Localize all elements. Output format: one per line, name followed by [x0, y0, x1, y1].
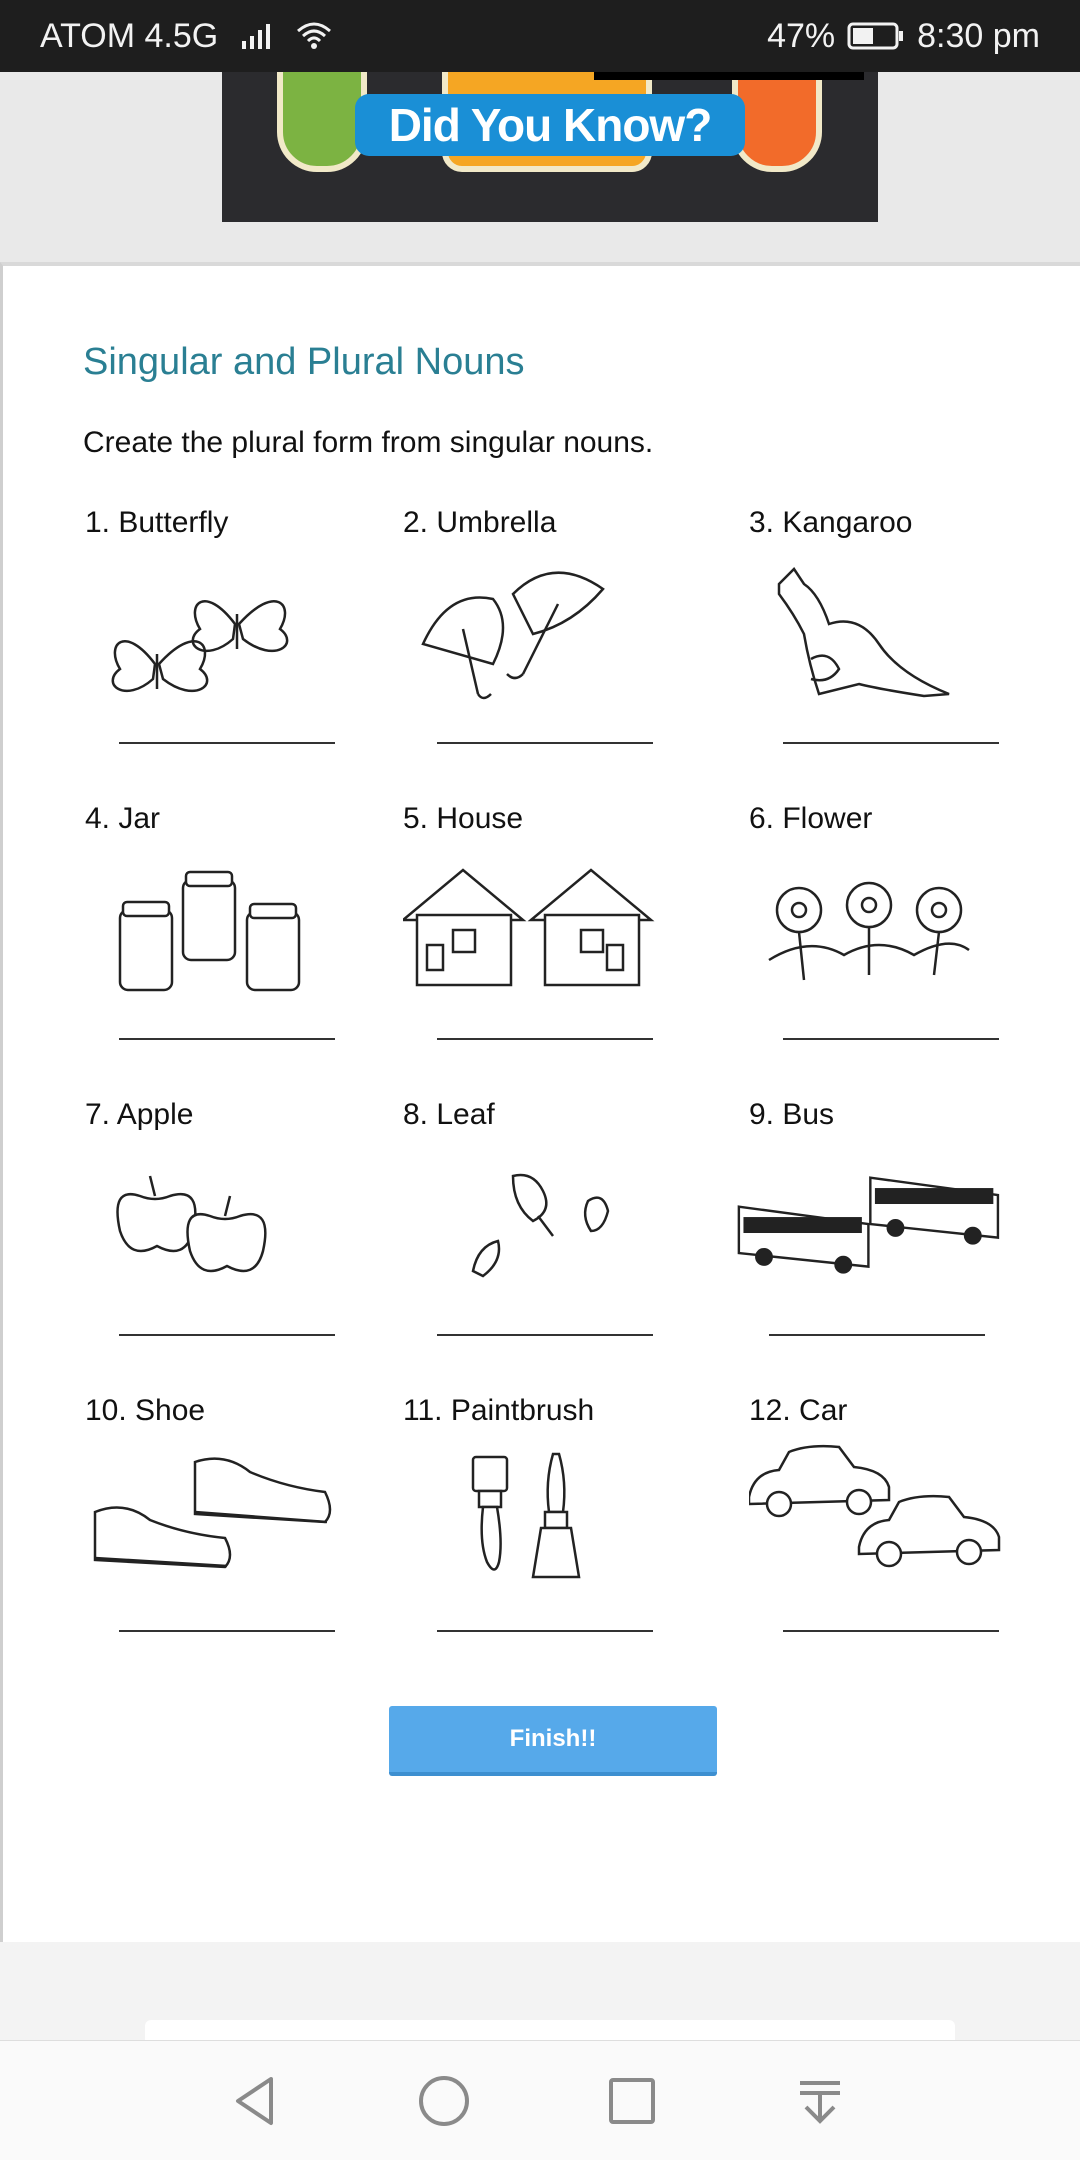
battery-percent: 47% — [767, 16, 836, 55]
ad-strip — [594, 72, 864, 80]
answer-line[interactable] — [783, 1630, 999, 1632]
bottom-area — [0, 1942, 1080, 2040]
bus-icon — [735, 1146, 1025, 1306]
notification-shade-icon[interactable] — [790, 2071, 850, 2131]
signal-icon — [240, 21, 274, 51]
answer-line[interactable] — [783, 742, 999, 744]
answer-line[interactable] — [119, 1038, 335, 1040]
house-icon — [403, 850, 703, 1010]
exercise-item — [749, 1394, 1049, 1694]
bottom-strip — [145, 2020, 955, 2040]
item-label: 6. Flower — [749, 802, 873, 835]
item-label: 2. Umbrella — [403, 506, 557, 539]
home-icon[interactable] — [414, 2071, 474, 2131]
item-label: 5. House — [403, 802, 524, 835]
ad-graphic-red — [732, 72, 822, 172]
answer-line[interactable] — [437, 742, 653, 744]
paintbrush-icon — [403, 1442, 703, 1602]
car-icon — [749, 1442, 1049, 1602]
flower-icon — [749, 850, 1049, 1010]
ad-banner[interactable] — [222, 72, 878, 222]
item-label: 4. Jar — [85, 802, 161, 835]
answer-line[interactable] — [783, 1038, 999, 1040]
instructions: Create the plural form from singular nouns. — [83, 426, 654, 459]
back-icon[interactable] — [226, 2071, 286, 2131]
exercise-item — [403, 802, 703, 1102]
page-title: Singular and Plural Nouns — [83, 341, 525, 383]
carrier-label: ATOM 4.5G — [40, 16, 219, 55]
status-bar — [0, 0, 1080, 72]
answer-line[interactable] — [769, 1334, 985, 1336]
apple-icon — [85, 1146, 385, 1306]
exercise-item — [85, 1394, 385, 1694]
answer-line[interactable] — [119, 1334, 335, 1336]
answer-line[interactable] — [119, 1630, 335, 1632]
ad-graphic-green — [277, 72, 367, 172]
ad-headline: Did You Know? — [355, 94, 745, 156]
exercise-item — [749, 802, 1049, 1102]
butterfly-icon — [85, 554, 385, 714]
leaf-icon — [403, 1146, 703, 1306]
answer-line[interactable] — [437, 1038, 653, 1040]
navigation-bar — [0, 2040, 1080, 2160]
item-label: 12. Car — [749, 1394, 848, 1427]
wifi-icon — [296, 21, 332, 51]
item-label: 1. Butterfly — [85, 506, 229, 539]
answer-line[interactable] — [119, 742, 335, 744]
finish-button[interactable]: Finish!! — [389, 1706, 717, 1776]
exercise-item — [735, 1098, 1035, 1398]
item-label: 7. Apple — [85, 1098, 194, 1131]
recents-icon[interactable] — [602, 2071, 662, 2131]
answer-line[interactable] — [437, 1630, 653, 1632]
kangaroo-icon — [749, 554, 1049, 714]
item-label: 9. Bus — [749, 1098, 835, 1131]
exercise-item — [403, 506, 703, 806]
shoe-icon — [85, 1442, 385, 1602]
clock: 8:30 pm — [917, 16, 1040, 55]
answer-line[interactable] — [437, 1334, 653, 1336]
exercise-item — [749, 506, 1049, 806]
exercise-item — [403, 1394, 703, 1694]
item-label: 8. Leaf — [403, 1098, 495, 1131]
jar-icon — [85, 850, 385, 1010]
battery-icon — [847, 21, 905, 51]
item-label: 11. Paintbrush — [403, 1394, 595, 1427]
item-label: 10. Shoe — [85, 1394, 206, 1427]
exercise-item — [85, 802, 385, 1102]
item-label: 3. Kangaroo — [749, 506, 913, 539]
exercise-item — [403, 1098, 703, 1398]
worksheet-card — [0, 262, 1080, 1942]
exercise-item — [85, 506, 385, 806]
exercise-item — [85, 1098, 385, 1398]
umbrella-icon — [403, 554, 703, 714]
